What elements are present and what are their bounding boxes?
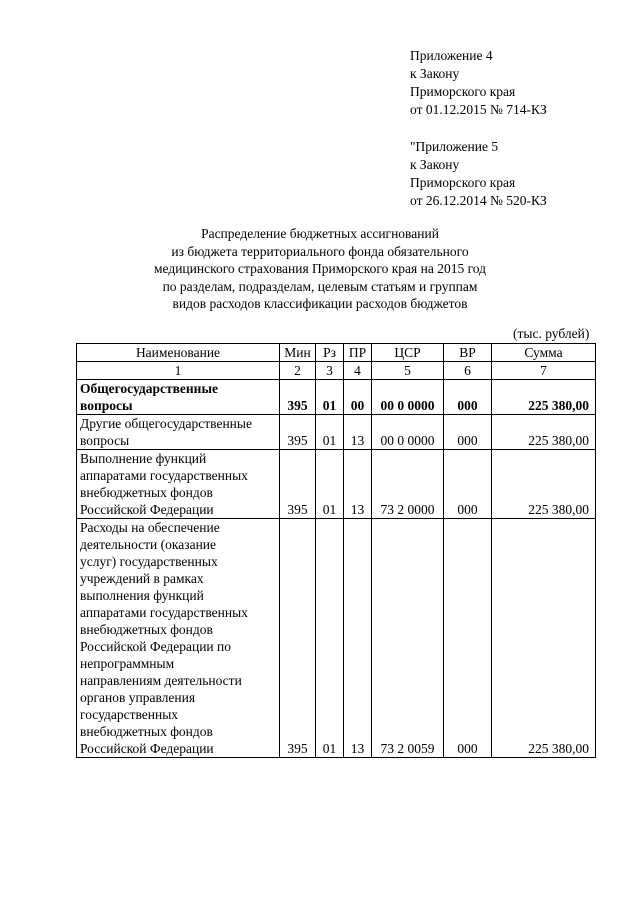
row-name-line: органов управления [80,690,196,705]
header-rz: Рз [316,344,344,362]
row-name-line: выполнения функций [80,588,204,603]
row-name-line: непрограммным [80,656,175,671]
row-csr: 73 2 0000 [372,450,444,519]
row-name-line: внебюджетных фондов [80,622,213,637]
row-name-line: внебюджетных фондов [80,724,213,739]
row-name [77,380,280,415]
row-name [77,415,280,450]
row-pr: 13 [344,450,372,519]
row-name-line: деятельности (оказание [80,537,217,552]
appendix-line: от 26.12.2014 № 520-КЗ [410,193,547,208]
appendix-line: "Приложение 5 [410,139,499,154]
column-number: 3 [316,362,344,380]
header-row [77,344,596,362]
row-vr: 000 [444,519,492,758]
row-vr: 000 [444,380,492,415]
row-name-line: вопросы [80,433,130,448]
table-row [77,415,596,450]
appendix-line: к Закону [410,157,460,172]
row-pr: 13 [344,519,372,758]
row-csr: 00 0 0000 [372,415,444,450]
header-sum: Сумма [492,344,596,362]
appendix-5-reference [410,138,547,210]
appendix-line: от 01.12.2015 № 714-КЗ [410,102,547,117]
appendix-line: Приморского края [410,84,516,99]
row-name-line: аппаратами государственных [80,468,248,483]
row-rz: 01 [316,450,344,519]
column-number: 4 [344,362,372,380]
header-name: Наименование [77,344,280,362]
row-pr: 00 [344,380,372,415]
row-name-line: направлениям деятельности [80,673,242,688]
row-name-line: внебюджетных фондов [80,485,213,500]
row-sum: 225 380,00 [492,519,596,758]
row-name-line: Выполнение функций [80,451,207,466]
row-sum: 225 380,00 [492,380,596,415]
title-line: по разделам, подразделам, целевым статьям и группам [162,278,478,294]
row-min: 395 [280,519,316,758]
row-name-line: Российской Федерации по [80,639,232,654]
row-name-line: Российской Федерации [80,502,214,517]
row-name-line: Общегосударственные [80,381,218,396]
row-min: 395 [280,380,316,415]
row-name-line: учреждений в рамках [80,571,204,586]
header-min: Мин [280,344,316,362]
row-csr: 73 2 0059 [372,519,444,758]
title-line: Распределение бюджетных ассигнований [201,226,439,241]
column-number-row [77,362,596,380]
appendix-line: к Закону [410,66,460,81]
row-rz: 01 [316,415,344,450]
budget-table [76,343,596,758]
row-name-line: Другие общегосударственные [80,416,252,431]
row-rz: 01 [316,380,344,415]
row-min: 395 [280,415,316,450]
header-csr: ЦСР [372,344,444,362]
title-line: из бюджета территориального фонда обязательного [171,243,469,259]
table-row [77,450,596,519]
appendix-line: Приморского края [410,175,516,190]
title-line: видов расходов классификации расходов бюджетов [172,296,468,311]
column-number: 1 [77,362,280,380]
row-name-line: Расходы на обеспечение [80,520,220,535]
appendix-4-reference [410,47,547,119]
row-name-line: аппаратами государственных [80,605,248,620]
row-min: 395 [280,450,316,519]
row-name-line: вопросы [80,398,133,413]
row-csr: 00 0 0000 [372,380,444,415]
row-name-line: услуг) государственных [80,554,218,569]
row-pr: 13 [344,415,372,450]
units-label: (тыс. рублей) [513,326,590,341]
row-vr: 000 [444,450,492,519]
header-pr: ПР [344,344,372,362]
row-sum: 225 380,00 [492,415,596,450]
table-row [77,380,596,415]
appendix-line: Приложение 4 [410,48,493,63]
title-line: медицинского страхования Приморского края на 2015 год [153,261,487,276]
column-number: 5 [372,362,444,380]
row-sum: 225 380,00 [492,450,596,519]
table-row [77,519,596,758]
header-vr: ВР [444,344,492,362]
column-number: 2 [280,362,316,380]
document-title [0,225,640,313]
column-number: 7 [492,362,596,380]
row-name-line: Российской Федерации [80,741,214,756]
row-name [77,519,280,758]
row-name [77,450,280,519]
row-vr: 000 [444,415,492,450]
column-number: 6 [444,362,492,380]
row-rz: 01 [316,519,344,758]
row-name-line: государственных [80,707,179,722]
